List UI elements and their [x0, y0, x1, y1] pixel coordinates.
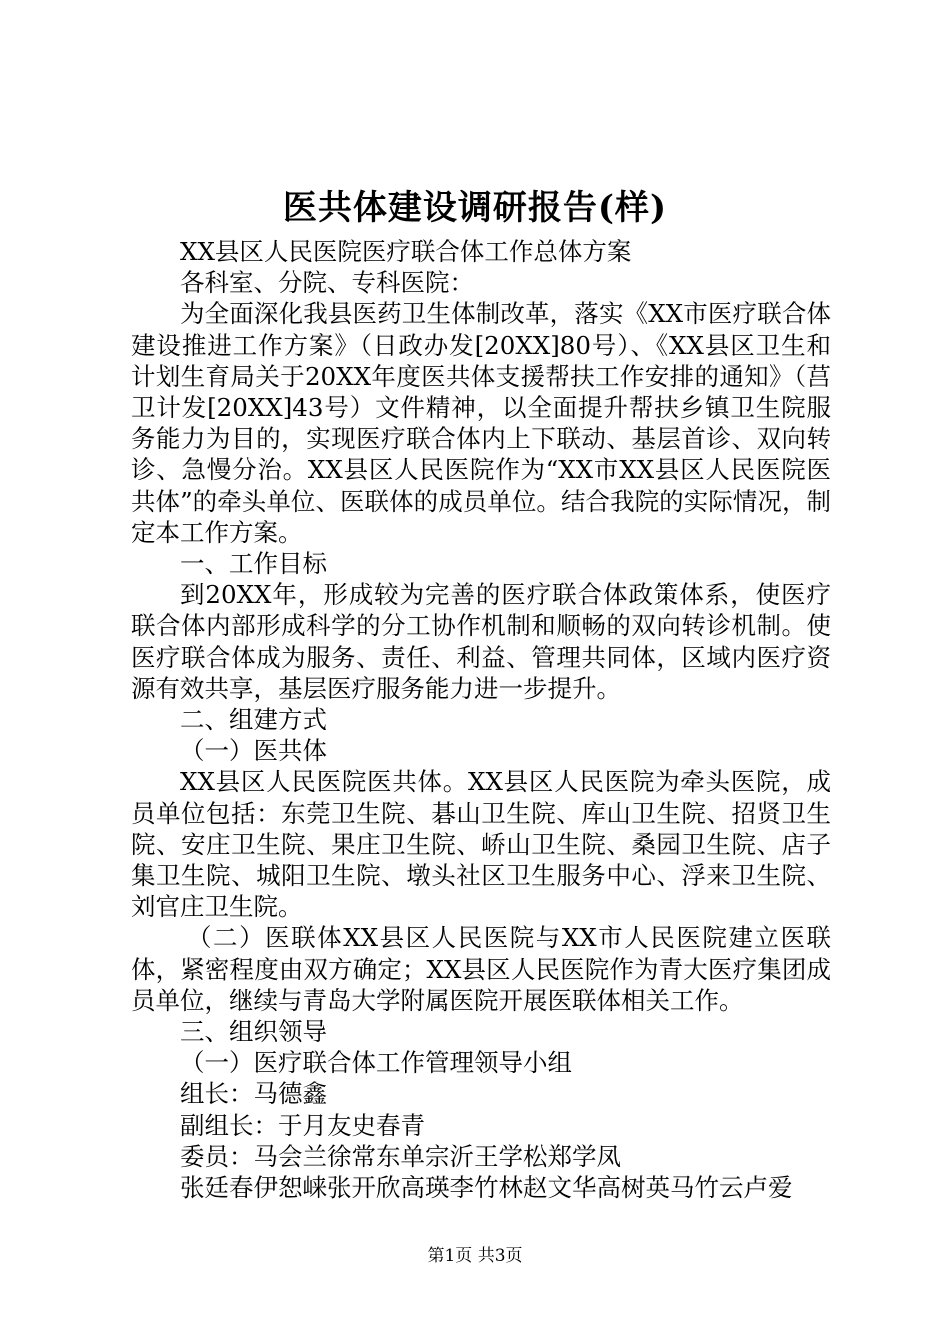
document-body — [131, 236, 831, 1203]
heading-medical-community: （一）医共体 — [180, 736, 327, 766]
heading-organization: 三、组织领导 — [180, 1017, 327, 1047]
document-title: 医共体建设调研报告(样) — [282, 188, 668, 228]
paragraph-deputy-leader: 副组长：于月友史春青 — [180, 1110, 425, 1140]
paragraph-intro: 为全面深化我县医药卫生体制改革，落实《XX市医疗联合体建设推进工作方案》（日政办发[20XX]80号）、《XX县区卫生和计划生育局关于20XX年度医共体支援帮扶工作安排的通知》（莒卫计发[20XX]43号）文件精神，以全面提升帮扶乡镇卫生院服务能力为目的，实现医疗联合体内上下联动、基层首诊、双向转诊、急慢分治。XX县区人民医院作为“XX市XX县区人民医院医共体”的牵头单位、医联体的成员单位。结合我院的实际情况，制定本工作方案。 — [131, 299, 831, 547]
heading-leading-group: （一）医疗联合体工作管理领导小组 — [180, 1048, 572, 1078]
paragraph-work-goals: 到20XX年，形成较为完善的医疗联合体政策体系，使医疗联合体内部形成科学的分工协作机制和顺畅的双向转诊机制。使医疗联合体成为服务、责任、利益、管理共同体，区域内医疗资源有效共享，基层医疗服务能力进一步提升。 — [131, 580, 831, 703]
paragraph-members-continued: 张廷春伊恕崃张开欣高瑛李竹林赵文华高树英马竹云卢爱 — [180, 1173, 793, 1203]
heading-work-goals: 一、工作目标 — [180, 549, 327, 579]
paragraph-group-leader: 组长：马德鑫 — [180, 1079, 327, 1109]
paragraph-members: 委员：马会兰徐常东单宗沂王学松郑学凤 — [180, 1141, 621, 1171]
paragraph-medical-community: XX县区人民医院医共体。XX县区人民医院为牵头医院，成员单位包括：东莞卫生院、碁山卫生院、库山卫生院、招贤卫生院、安庄卫生院、果庄卫生院、峤山卫生院、桑园卫生院、店子集卫生院、城阳卫生院、墩头社区卫生服务中心、浮来卫生院、刘官庄卫生院。 — [131, 767, 831, 922]
page-number: 第1页 共3页 — [427, 1246, 523, 1266]
paragraph-plan-title: XX县区人民医院医疗联合体工作总体方案 — [180, 237, 632, 266]
heading-formation: 二、组建方式 — [180, 705, 327, 735]
paragraph-medical-alliance: （二）医联体XX县区人民医院与XX市人民医院建立医联体，紧密程度由双方确定；XX县区人民医院作为青大医疗集团成员单位，继续与青岛大学附属医院开展医联体相关工作。 — [131, 923, 831, 1015]
paragraph-salutation: 各科室、分院、专科医院： — [180, 268, 474, 298]
